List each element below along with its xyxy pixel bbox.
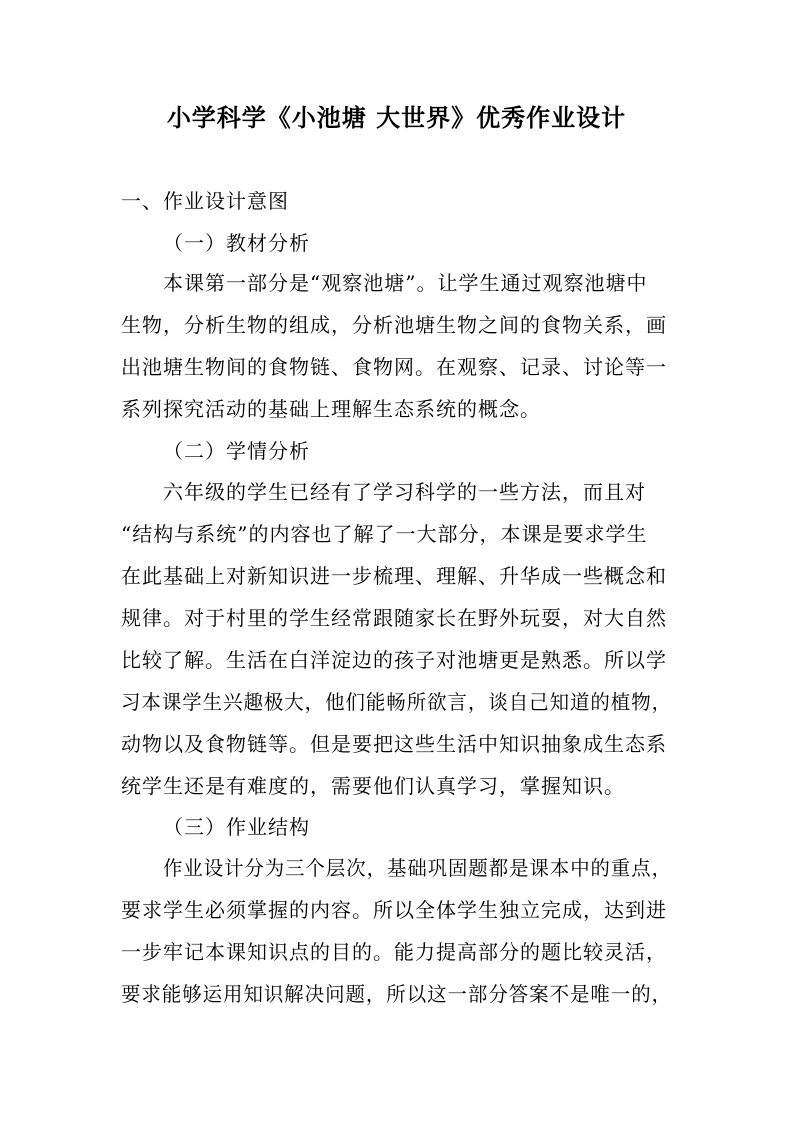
subsection-heading: （三）作业结构: [163, 815, 310, 839]
paragraph-line: 在此基础上对新知识进一步梳理、理解、升华成一些概念和: [121, 564, 667, 588]
document-title: 小学科学《小池塘 大世界》优秀作业设计: [166, 103, 627, 132]
paragraph-line: 生物，分析生物的组成，分析池塘生物之间的食物关系，画: [121, 313, 667, 337]
paragraph-line: 六年级的学生已经有了学习科学的一些方法，而且对: [163, 480, 646, 504]
paragraph-line: 比较了解。生活在白洋淀边的孩子对池塘更是熟悉。所以学: [121, 648, 667, 672]
subsection-heading: （二）学情分析: [163, 439, 310, 463]
paragraph-line: 本课第一部分是“观察池塘”。让学生通过观察池塘中: [163, 271, 648, 295]
paragraph-line: 一步牢记本课知识点的目的。能力提高部分的题比较灵活，: [121, 940, 667, 964]
paragraph-line: 动物以及食物链等。但是要把这些生活中知识抽象成生态系: [121, 732, 667, 756]
section-heading: 一、作业设计意图: [121, 189, 289, 213]
paragraph-line: 统学生还是有难度的，需要他们认真学习，掌握知识。: [121, 774, 625, 798]
paragraph-line: 要求能够运用知识解决问题，所以这一部分答案不是唯一的，: [121, 982, 673, 1006]
paragraph-line: 出池塘生物间的食物链、食物网。在观察、记录、讨论等一: [121, 355, 667, 379]
paragraph-line: 习本课学生兴趣极大，他们能畅所欲言，谈自己知道的植物，: [121, 690, 673, 714]
paragraph-line: “结构与系统”的内容也了解了一大部分，本课是要求学生: [121, 522, 648, 546]
subsection-heading: （一）教材分析: [163, 231, 310, 255]
paragraph-line: 系列探究活动的基础上理解生态系统的概念。: [121, 397, 541, 421]
paragraph-line: 要求学生必须掌握的内容。所以全体学生独立完成，达到进: [121, 898, 667, 922]
paragraph-line: 作业设计分为三个层次，基础巩固题都是课本中的重点，: [163, 856, 672, 880]
paragraph-line: 规律。对于村里的学生经常跟随家长在野外玩耍，对大自然: [121, 606, 667, 630]
